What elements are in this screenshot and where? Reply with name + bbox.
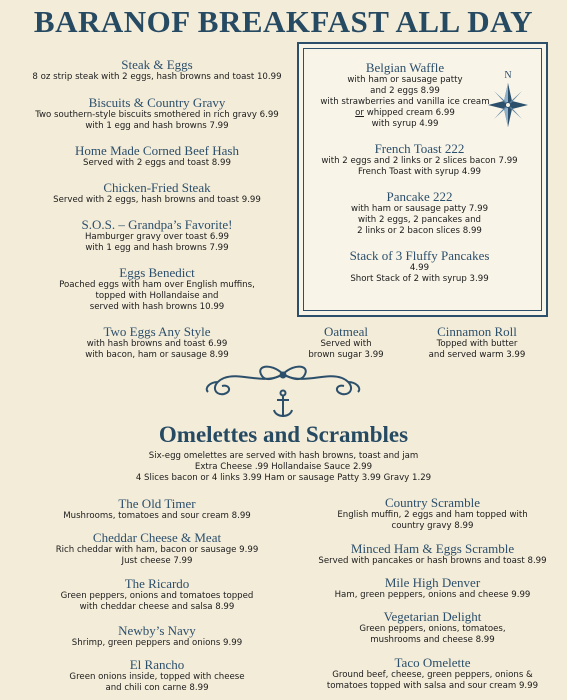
menu-item-pancake <box>305 189 534 237</box>
menu-item-french-toast <box>305 141 534 178</box>
item-desc: 4.99 <box>409 263 430 273</box>
item-desc: Served with 2 eggs and toast 8.99 <box>83 158 231 168</box>
item-name: Chicken-Fried Steak <box>103 180 211 195</box>
menu-item-oatmeal <box>298 324 394 361</box>
menu-title: BARANOF BREAKFAST ALL DAY <box>33 4 534 39</box>
item-desc: with 1 egg and hash browns 7.99 <box>85 121 229 131</box>
item-name: Home Made Corned Beef Hash <box>75 143 239 158</box>
item-name: S.O.S. – Grandpa’s Favorite! <box>81 217 233 232</box>
item-desc: Mushrooms, tomatoes and sour cream 8.99 <box>63 511 251 521</box>
menu-item <box>300 541 565 567</box>
item-desc: with 1 egg and hash browns 7.99 <box>85 243 229 253</box>
item-name: Oatmeal <box>323 324 369 339</box>
item-desc: with strawberries and vanilla ice cream <box>320 97 490 107</box>
item-name: El Rancho <box>129 657 185 672</box>
menu-item <box>20 57 294 83</box>
item-desc: with ham or sausage patty 7.99 <box>350 204 489 214</box>
item-name: Newby’s Navy <box>118 623 196 638</box>
item-desc: 2 links or 2 bacon slices 8.99 <box>357 226 482 236</box>
item-desc: and 2 eggs 8.99 <box>370 86 440 96</box>
menu-item <box>20 217 294 254</box>
menu-item <box>300 495 565 532</box>
menu-item <box>20 530 294 567</box>
item-desc: Green peppers, onions, tomatoes, <box>359 624 506 634</box>
item-name: Two Eggs Any Style <box>103 324 211 339</box>
item-desc: Two southern-style biscuits smothered in rich gravy 6.99 <box>35 110 279 120</box>
menu-item <box>20 95 294 132</box>
item-name: Country Scramble <box>385 495 480 510</box>
menu-item-belgian-waffle <box>305 60 505 130</box>
bow-anchor-ornament-icon <box>200 362 366 422</box>
item-desc: country gravy 8.99 <box>391 521 474 531</box>
item-desc: Served with 2 eggs, hash browns and toast 9.99 <box>53 195 261 205</box>
item-name: Stack of 3 Fluffy Pancakes <box>349 248 490 263</box>
item-desc: Topped with butter <box>436 339 518 349</box>
item-desc: Hamburger gravy over toast 6.99 <box>84 232 230 242</box>
item-name: The Old Timer <box>118 496 196 511</box>
item-name: Belgian Waffle <box>365 60 445 75</box>
menu-item-fluffy-pancakes <box>305 248 534 285</box>
menu-item <box>20 143 294 169</box>
menu-item <box>20 180 294 206</box>
item-desc: Served with pancakes or hash browns and toast 8.99 <box>318 556 547 566</box>
item-desc: with cheddar cheese and salsa 8.99 <box>79 602 235 612</box>
item-desc: tomatoes topped with salsa and sour cream 9.99 <box>326 681 539 691</box>
item-desc: French Toast with syrup 4.99 <box>357 167 482 177</box>
item-desc: brown sugar 3.99 <box>308 350 384 360</box>
intro-line: Extra Cheese .99 Hollandaise Sauce 2.99 <box>194 462 373 472</box>
item-name: French Toast 222 <box>374 141 465 156</box>
or-word: or <box>355 108 364 118</box>
item-desc: mushrooms and cheese 8.99 <box>370 635 495 645</box>
item-name: Taco Omelette <box>394 655 471 670</box>
item-desc: Ham, green peppers, onions and cheese 9.99 <box>334 590 531 600</box>
menu-item <box>300 575 565 601</box>
menu-item <box>20 576 294 613</box>
item-desc: Short Stack of 2 with syrup 3.99 <box>350 274 489 284</box>
item-desc <box>305 108 505 119</box>
item-name: Cheddar Cheese & Meat <box>92 530 222 545</box>
menu-item <box>20 657 294 694</box>
item-desc: served with hash browns 10.99 <box>89 302 225 312</box>
item-name: Eggs Benedict <box>119 265 195 280</box>
item-desc: Shrimp, green peppers and onions 9.99 <box>71 638 243 648</box>
item-name: Mile High Denver <box>384 575 481 590</box>
item-desc: English muffin, 2 eggs and ham topped with <box>337 510 528 520</box>
item-desc: 8 oz strip steak with 2 eggs, hash browns and toast 10.99 <box>32 72 282 82</box>
item-name: Minced Ham & Eggs Scramble <box>350 541 515 556</box>
item-name: The Ricardo <box>124 576 190 591</box>
item-desc: with hash browns and toast 6.99 <box>86 339 228 349</box>
menu-item <box>20 265 294 313</box>
item-name: Cinnamon Roll <box>437 324 517 339</box>
item-desc: Green peppers, onions and tomatoes topped <box>60 591 254 601</box>
item-name: Vegetarian Delight <box>383 609 482 624</box>
item-desc: topped with Hollandaise and <box>95 291 219 301</box>
item-desc: with syrup 4.99 <box>371 119 439 129</box>
section-title: Omelettes and Scrambles <box>158 422 409 447</box>
item-name: Biscuits & Country Gravy <box>88 95 226 110</box>
intro-line: 4 Slices bacon or 4 links 3.99 Ham or sausage Patty 3.99 Gravy 1.29 <box>135 473 432 483</box>
compass-north-label: N <box>504 70 512 81</box>
item-desc: Just cheese 7.99 <box>121 556 193 566</box>
item-name: Steak & Eggs <box>121 57 193 72</box>
menu-item <box>20 623 294 649</box>
item-desc: with bacon, ham or sausage 8.99 <box>85 350 229 360</box>
item-desc: and chili con carne 8.99 <box>105 683 209 693</box>
item-desc: with ham or sausage patty <box>347 75 463 85</box>
item-desc: Ground beef, cheese, green peppers, onions & <box>332 670 533 680</box>
item-desc: Green onions inside, topped with cheese <box>69 672 245 682</box>
item-desc: Poached eggs with ham over English muffins, <box>59 280 255 290</box>
whipped-cream-text: whipped cream 6.99 <box>363 108 455 118</box>
item-desc: with 2 eggs, 2 pancakes and <box>358 215 481 225</box>
menu-item <box>20 324 294 361</box>
item-desc: Served with <box>320 339 372 349</box>
compass-rose-icon <box>486 68 530 130</box>
menu-item-cinnamon-roll <box>412 324 542 361</box>
menu-item <box>20 496 294 522</box>
item-name: Pancake 222 <box>386 189 453 204</box>
intro-line: Six-egg omelettes are served with hash browns, toast and jam <box>148 451 419 461</box>
menu-item <box>300 609 565 646</box>
item-desc: and served warm 3.99 <box>428 350 526 360</box>
item-desc: Rich cheddar with ham, bacon or sausage 9.99 <box>55 545 259 555</box>
item-desc: with 2 eggs and 2 links or 2 slices bacon 7.99 <box>321 156 518 166</box>
menu-item <box>300 655 565 692</box>
omelette-intro <box>0 451 567 484</box>
